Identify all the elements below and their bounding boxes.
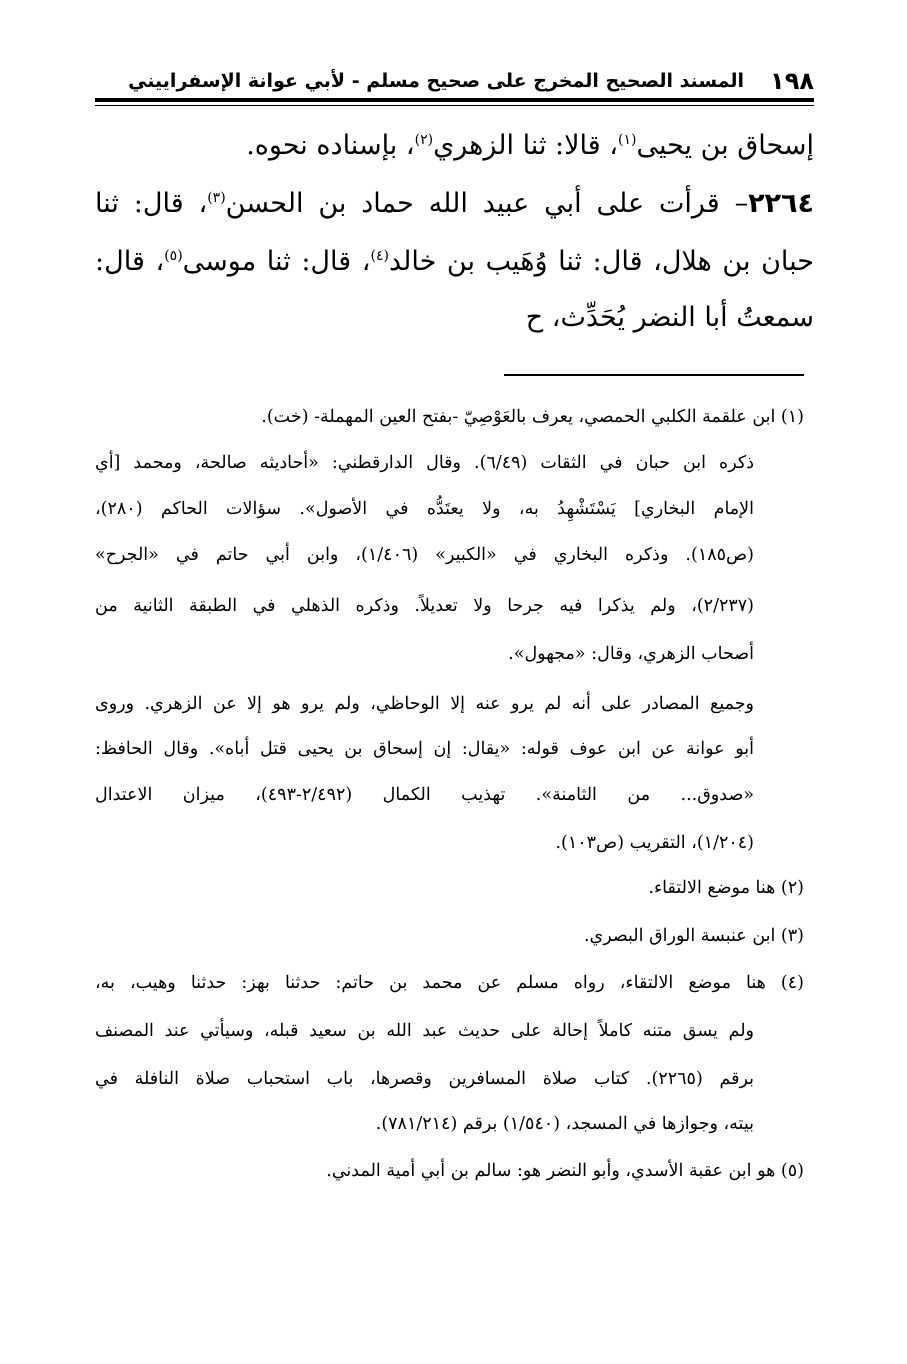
footnote-1-line-9: «صدوق... من الثامنة». تهذيب الكمال (٢/٤٩٢-٤٩٣)، ميزان الاعتدال	[95, 785, 755, 805]
page-number: ١٩٨	[770, 67, 814, 95]
footnote-1-line-5: (٢/٢٣٧)، ولم يذكرا فيه جرحا ولا تعديلاً. وذكره الذهلي في الطبقة الثانية من	[95, 596, 754, 616]
main-line-3	[95, 248, 814, 275]
footnote-1-line-6: أصحاب الزهري، وقال: «مجهول».	[508, 644, 754, 664]
footnote-1-line-1: (١) ابن علقمة الكلبي الحمصي، يعرف بالعَوْصِيّ -بفتح العين المهملة- (خت).	[261, 407, 804, 427]
footnote-marker: (٣)	[207, 190, 226, 206]
text-fragment: ، قال:	[95, 246, 165, 277]
footnote-1-line-7: وجميع المصادر على أنه لم يرو عنه إلا الوحاظي، ولم يرو هو إلا عن الزهري. وروى	[95, 694, 754, 714]
page-header	[95, 62, 814, 100]
hadith-number: ٢٢٦٤	[748, 188, 814, 219]
main-line-1	[95, 132, 814, 159]
text-fragment: ، قالا: ثنا الزهري	[433, 130, 618, 161]
footnote-1-line-4: (ص١٨٥). وذكره البخاري في «الكبير» (١/٤٠٦)، وابن أبي حاتم في «الجرح»	[95, 545, 755, 565]
footnote-1-line-8: أبو عوانة عن ابن عوف قوله: «يقال: إن إسحاق بن يحيى قتل أباه». وقال الحافظ:	[95, 739, 754, 759]
text-fragment: ، قال: ثنا موسى	[182, 246, 371, 277]
text-fragment: ، بإسناده نحوه.	[246, 130, 415, 161]
footnote-2: (٢) هنا موضع الالتقاء.	[648, 878, 804, 898]
footnote-marker: (١)	[617, 132, 637, 148]
text-fragment: – قرأت على أبي عبيد الله حماد بن الحسن	[225, 188, 749, 219]
footnote-marker: (٥)	[164, 248, 183, 264]
footnote-4-line-1: (٤) هنا موضع الالتقاء، رواه مسلم عن محمد بن حاتم: حدثنا بهز: حدثنا وهيب، به،	[95, 973, 804, 993]
footnote-4-line-4: بيته، وجوازها في المسجد، (١/٥٤٠) برقم (٧٨١/٢١٤).	[375, 1114, 754, 1134]
header-rule-thin	[95, 105, 814, 106]
main-line-2	[95, 190, 814, 217]
footnote-5: (٥) هو ابن عقبة الأسدي، وأبو النضر هو: سالم بن أبي أمية المدني.	[326, 1161, 804, 1181]
footnote-4-line-2: ولم يسق متنه كاملاً إحالة على حديث عبد الله بن سعيد قبله، وسيأتي عند المصنف	[95, 1021, 754, 1041]
footnote-marker: (٢)	[414, 132, 434, 148]
footnote-3: (٣) ابن عنبسة الوراق البصري.	[583, 926, 804, 946]
footnote-1-line-3: الإمام البخاري] يَسْتَشْهِدُ به، ولا يعتَدُّه في الأصول». سؤالات الحاكم (٢٨٠)،	[95, 499, 754, 519]
text-fragment: ، قال: ثنا	[95, 188, 208, 219]
text-fragment: حبان بن هلال، قال: ثنا وُهَيب بن خالد	[388, 246, 814, 277]
footnote-4-line-3: برقم (٢٢٦٥). كتاب صلاة المسافرين وقصرها، باب استحباب صلاة النافلة في	[95, 1069, 754, 1089]
footnote-1-line-2: ذكره ابن حبان في الثقات (٦/٤٩). وقال الدارقطني: «أحاديثه صالحة، ومحمد [أي	[95, 453, 754, 473]
footnote-divider	[504, 374, 804, 376]
text-fragment: إسحاق بن يحيى	[636, 130, 814, 161]
footnote-1-line-10: (١/٢٠٤)، التقريب (ص١٠٣).	[555, 833, 754, 853]
main-line-4: سمعتُ أبا النضر يُحَدِّث، ح	[525, 302, 814, 333]
footnote-marker: (٤)	[370, 248, 389, 264]
running-title: المسند الصحيح المخرج على صحيح مسلم - لأبي عوانة الإسفراييني	[128, 70, 745, 92]
header-rule-thick	[95, 98, 814, 102]
